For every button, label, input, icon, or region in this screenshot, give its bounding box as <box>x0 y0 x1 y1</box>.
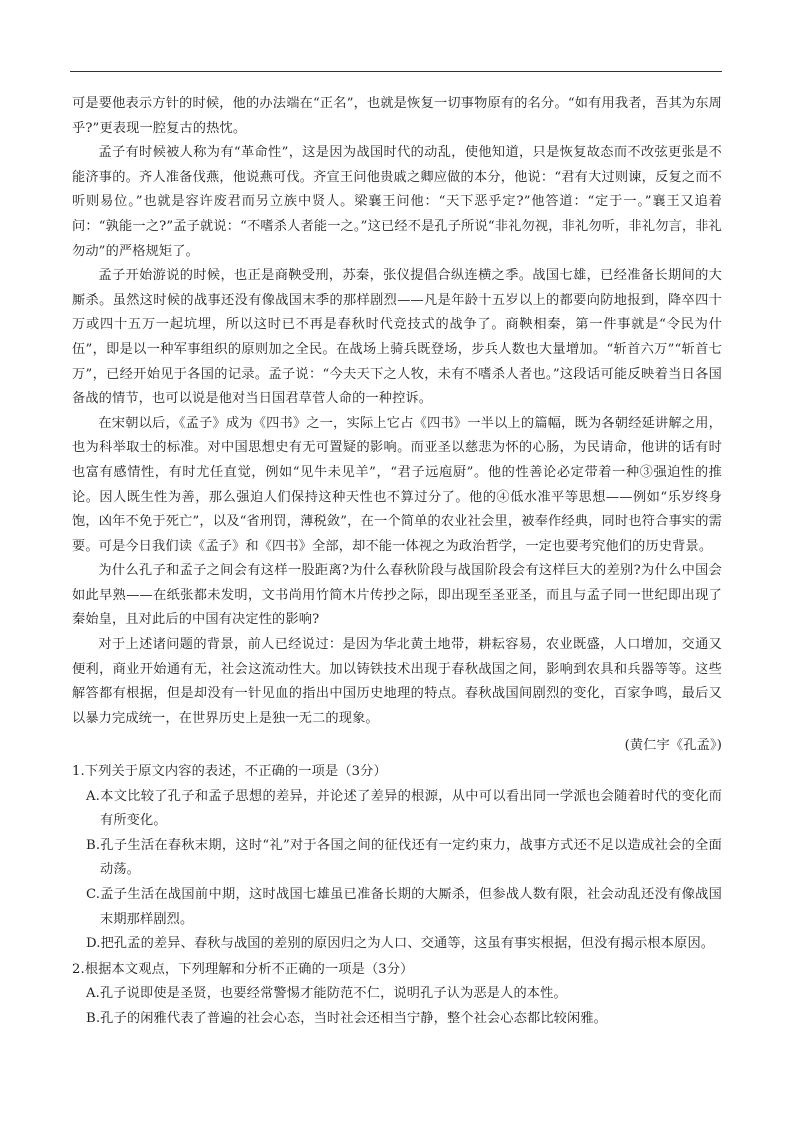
question-2-stem: 2.根据本文观点，下列理解和分析不正确的一项是（3分） <box>72 961 414 977</box>
passage-paragraph-5: 为什么孔子和孟子之间会有这样一股距离?为什么春秋阶段与战国阶段会有这样巨大的差别?为什么中国会如此早熟——在纸张都未发明，文书尚用竹简木片传抄之际，即出现至圣亚圣，而且与孟子同一世纪即出现了秦始皇，且对此后的中国有决定性的影响? <box>72 563 722 628</box>
passage-paragraph-2: 孟子有时候被人称为有“革命性”，这是因为战国时代的动乱，使他知道，只是恢复故态而不改弦更张是不能济事的。齐人准备伐燕，他说燕可伐。齐宣王问他贵戚之卿应做的本分，他说：“君有大过则谏，反复之而不听则易位。”也就是容许废君而另立族中贤人。梁襄王问他：“天下恶乎定?”他答道：“定于一。”襄王又追着问：“孰能一之?”孟子就说：“不嗜杀人者能一之。”这已经不是孔子所说“非礼勿视，非礼勿听，非礼勿言，非礼勿动”的严格规矩了。 <box>72 145 722 259</box>
question-1-option-c: C.孟子生活在战国前中期，这时战国七雄虽已准备长期的大厮杀，但参战人数有限，社会动乱还没有像战国末期那样剧烈。 <box>86 887 722 927</box>
question-2-option-b: B.孔子的闲雅代表了普遍的社会心态，当时社会还相当宁静，整个社会心态都比较闲雅。 <box>86 1010 608 1026</box>
question-1-stem: 1.下列关于原文内容的表述，不正确的一项是（3分） <box>72 764 387 780</box>
passage-paragraph-4: 在宋朝以后，《孟子》成为《四书》之一，实际上它占《四书》一半以上的篇幅，既为各朝经延讲解之用，也为科举取士的标准。对中国思想史有无可置疑的影响。而亚圣以慈悲为怀的心肠，为民请命，他讲的话有时也富有感情性，有时尤任直觉，例如“见牛未见羊”，“君子远庖厨”。他的性善论必定带着一种③强迫性的推论。因人既生性为善，那么强迫人们保持这种天性也不算过分了。他的④低水准平等思想——例如“乐岁终身饱，凶年不免于死亡”，以及“省刑罚，薄税敛”，在一个简单的农业社会里，被奉作经典，同时也符合事实的需要。可是今日我们读《孟子》和《四书》全部，却不能一体视之为政治哲学，一定也要考究他们的历史背景。 <box>72 415 722 554</box>
passage-paragraph-1: 可是要他表示方针的时候，他的办法端在“正名”，也就是恢复一切事物原有的名分。“如有用我者，吾其为东周乎?”更表现一腔复古的热忱。 <box>72 96 722 136</box>
header-rule <box>70 71 722 72</box>
question-1-option-b: B.孔子生活在春秋末期，这时“礼”对于各国之间的征伐还有一定约束力，战事方式还不足以造成社会的全面动荡。 <box>86 837 722 878</box>
passage-paragraph-6: 对于上述诸问题的背景，前人已经说过：是因为华北黄土地带，耕耘容易，农业既盛，人口增加，交通又便利，商业开始通有无，社会这流动性大。加以铸铁技术出现于春秋战国之间，影响到农具和兵器等等。这些解答都有根据，但是却没有一针见血的指出中国历史地理的特点。春秋战国间剧烈的变化，百家争鸣，最后又以暴力完成统一，在世界历史上是独一无二的现象。 <box>72 637 722 726</box>
question-2-option-a: A.孔子说即使是圣贤，也要经常警惕才能防范不仁，说明孔子认为恶是人的本性。 <box>86 986 567 1002</box>
question-1-option-a: A.本文比较了孔子和孟子思想的差异，并论述了差异的根源，从中可以看出同一学派也会随着时代的变化而有所变化。 <box>86 788 722 829</box>
question-1-option-d: D.把孔孟的差异、春秋与战国的差别的原因归之为人口、交通等，这虽有事实根据，但没有揭示根本原因。 <box>86 936 715 952</box>
passage-source: (黄仁宇《孔孟》) <box>624 738 722 754</box>
document-body <box>72 92 722 1032</box>
passage-paragraph-3: 孟子开始游说的时候，也正是商鞅受刑，苏秦，张仪提倡合纵连横之季。战国七雄，已经准备长期间的大厮杀。虽然这时候的战事还没有像战国末季的那样剧烈——凡是年龄十五岁以上的都要向防地报到，降卒四十万或四十五万一起坑埋，所以这时已不再是春秋时代竞技式的战争了。商鞅相秦，第一件事就是“令民为什伍”，即是以一种军事组织的原则加之全民。在战场上骑兵既登场，步兵人数也大量增加。“斩首六万”“斩首七万”，已经开始见于各国的记录。孟子说：“今夫天下之人牧，未有不嗜杀人者也。”这段话可能反映着当日各国备战的情节，也可以说是他对当日国君草菅人命的一种控诉。 <box>72 268 722 407</box>
